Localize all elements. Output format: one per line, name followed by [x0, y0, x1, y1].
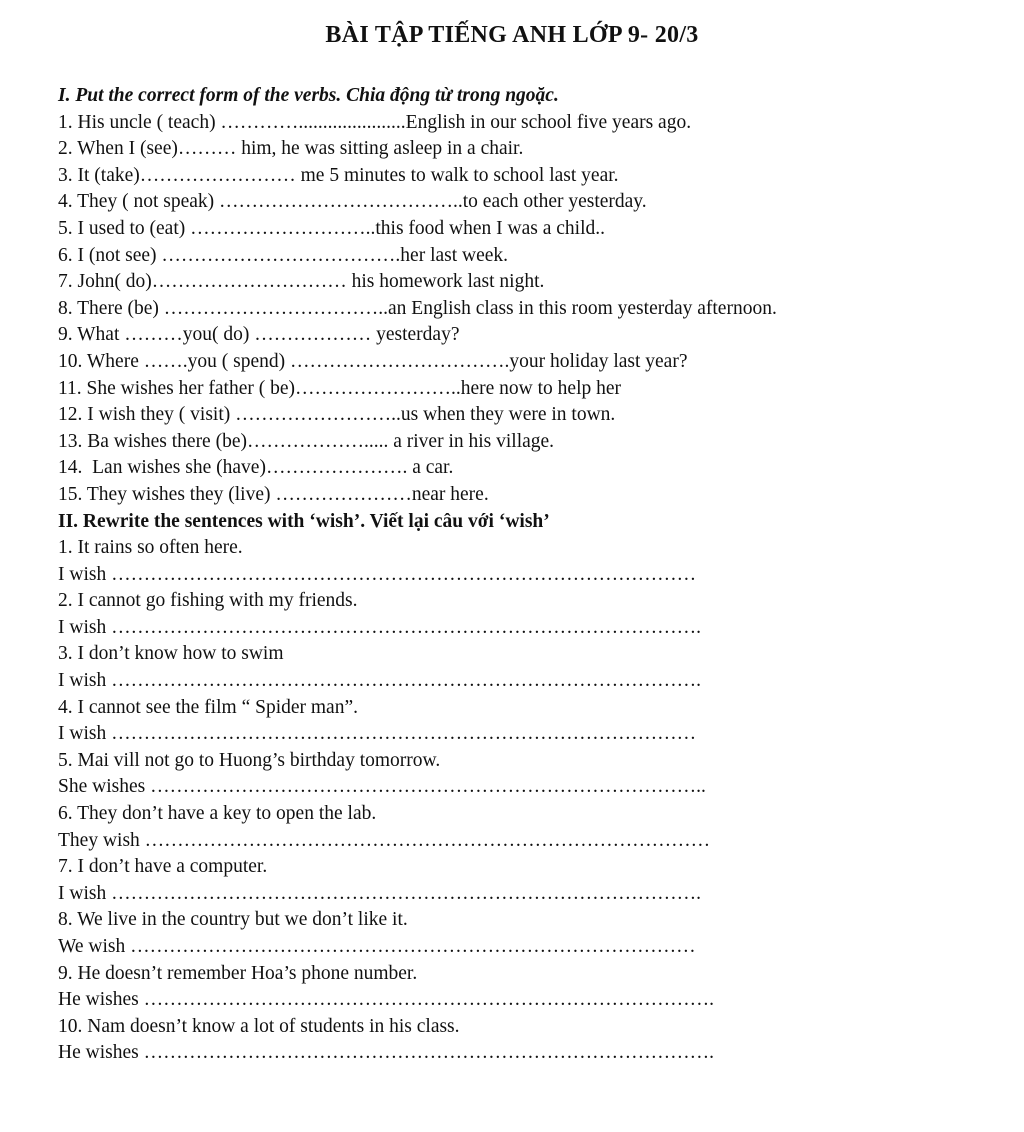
section-1-heading: I. Put the correct form of the verbs. Chia động từ trong ngoặc. — [58, 85, 559, 106]
rewrite-answer-line-8: We wish …………………………………………………………………………… — [58, 936, 696, 957]
exercise-item-5: 5. I used to (eat) ………………………..this food when I was a child.. — [58, 217, 605, 239]
rewrite-sentence-5: 5. Mai vill not go to Huong’s birthday tomorrow. — [58, 749, 441, 771]
rewrite-sentence-8: 8. We live in the country but we don’t like it. — [58, 909, 408, 931]
rewrite-sentence-3: 3. I don’t know how to swim — [58, 643, 284, 665]
section-2-heading: II. Rewrite the sentences with ‘wish’. Viết lại câu với ‘wish’ — [58, 510, 550, 532]
rewrite-answer-line-10: He wishes ……………………………………………………………………………. — [58, 1042, 714, 1064]
exercise-item-3: 3. It (take)…………………… me 5 minutes to walk to school last year. — [58, 164, 619, 186]
exercise-item-13: 13. Ba wishes there (be)………………..... a river in his village. — [58, 430, 555, 452]
rewrite-sentence-4: 4. I cannot see the film “ Spider man”. — [58, 696, 358, 718]
rewrite-answer-line-7: I wish ………………………………………………………………………………. — [58, 882, 701, 904]
rewrite-answer-line-4: I wish ……………………………………………………………………………… — [58, 723, 697, 745]
exercise-item-15: 15. They wishes they (live) …………………near here. — [58, 483, 489, 505]
exercise-item-1: 1. His uncle ( teach) …………......................English in our school five years ago. — [58, 111, 692, 133]
exercise-item-6: 6. I (not see) ……………………………….her last week. — [58, 244, 509, 266]
exercise-item-9: 9. What ………you( do) ……………… yesterday? — [58, 324, 460, 346]
rewrite-sentence-9: 9. He doesn’t remember Hoa’s phone number. — [58, 962, 418, 984]
rewrite-answer-line-5: She wishes ………………………………………………………………………….. — [58, 776, 706, 798]
worksheet-content — [58, 83, 958, 1067]
exercise-item-7: 7. John( do)………………………… his homework last night. — [58, 271, 545, 293]
exercise-item-14: 14. Lan wishes she (have)…………………. a car. — [58, 457, 454, 479]
rewrite-answer-line-2: I wish ………………………………………………………………………………. — [58, 616, 701, 638]
exercise-item-11: 11. She wishes her father ( be)……………………..here now to help her — [58, 377, 622, 399]
rewrite-sentence-7: 7. I don’t have a computer. — [58, 856, 268, 878]
rewrite-sentence-6: 6. They don’t have a key to open the lab. — [58, 803, 377, 825]
exercise-item-8: 8. There (be) ……………………………..an English class in this room yesterday afternoon. — [58, 297, 777, 319]
exercise-item-2: 2. When I (see)……… him, he was sitting asleep in a chair. — [58, 138, 524, 160]
exercise-item-12: 12. I wish they ( visit) ……………………..us when they were in town. — [58, 404, 616, 426]
rewrite-answer-line-1: I wish ……………………………………………………………………………… — [58, 563, 697, 585]
rewrite-answer-line-6: They wish …………………………………………………………………………… — [58, 829, 711, 851]
rewrite-sentence-2: 2. I cannot go fishing with my friends. — [58, 590, 358, 612]
worksheet-title: BÀI TẬP TIẾNG ANH LỚP 9- 20/3 — [325, 22, 699, 48]
exercise-item-10: 10. Where …….you ( spend) …………………………….your holiday last year? — [58, 350, 688, 372]
exercise-item-4: 4. They ( not speak) ………………………………..to each other yesterday. — [58, 191, 647, 213]
rewrite-answer-line-3: I wish ………………………………………………………………………………. — [58, 670, 701, 692]
rewrite-sentence-1: 1. It rains so often here. — [58, 537, 243, 559]
rewrite-answer-line-9: He wishes ……………………………………………………………………………. — [58, 989, 714, 1011]
rewrite-sentence-10: 10. Nam doesn’t know a lot of students in his class. — [58, 1015, 460, 1037]
